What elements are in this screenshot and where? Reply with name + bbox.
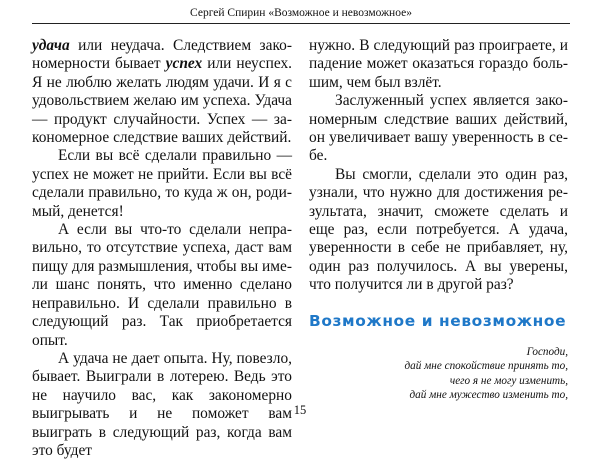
paragraph [32,37,292,147]
epigraph-line: дай мне спокойствие принять то, [404,360,568,373]
paragraph: А если вы что-то сделали неправильно, то отсутствие успеха, даст вам пищу для размышления, чтобы вы имели шанс понять, что именно сделано неправильно. И сделали правильно в следующий раз. Так приобретается опыт. [32,221,292,349]
left-column [32,37,292,460]
header-divider [32,23,570,24]
emphasis-udacha: удача [32,37,70,54]
section-heading: Возможное и невозможное [309,311,567,330]
paragraph: Вы смогли, сделали это один раз, узнали, что нужно для достижения результата, значит, сможете сделать и еще раз, если потребуется. А удача, уверенности в себе не прибавляет, ну, один раз получилось. А вы уверены, что получится ли в другой раз? [309,165,568,294]
right-column [309,37,568,403]
paragraph-text: или неудача. Следствием закономерности бывает [32,37,292,73]
epigraph-line: Господи, [526,345,568,358]
epigraph [309,345,568,403]
paragraph: А удача не дает опыта. Ну, повезло, бывает. Выиграли в лотерею. Ведь это не научило вас, как закономерно выигрывать и не поможет вам выиграть в следующий раз, когда вам это будет [32,349,292,459]
page-number: 15 [293,403,307,417]
paragraph: Если вы всё сделали правильно — успех не может не прийти. Если вы всё сделали правильно, то куда ж он, родимый, денется! [32,147,292,220]
epigraph-line: дай мне мужество изменить то, [409,389,568,402]
running-header: Сергей Спирин «Возможное и невозможное» [190,7,412,19]
emphasis-uspekh: успех [165,55,203,73]
paragraph: Заслуженный успех является закономерным следствие ваших действий, он увеличивает вашу уверенность в себе. [309,92,568,165]
paragraph-text: или неуспех. Я не люблю желать людям удачи. И я с удовольствием желаю им успеха. Удача — продукт случайности. Успех — закономерное следствие ваших действий. [32,55,292,147]
epigraph-line: чего я не могу изменить, [449,374,568,387]
paragraph: нужно. В следующий раз проиграете, и падение может оказаться гораздо большим, чем был взлёт. [309,37,568,91]
